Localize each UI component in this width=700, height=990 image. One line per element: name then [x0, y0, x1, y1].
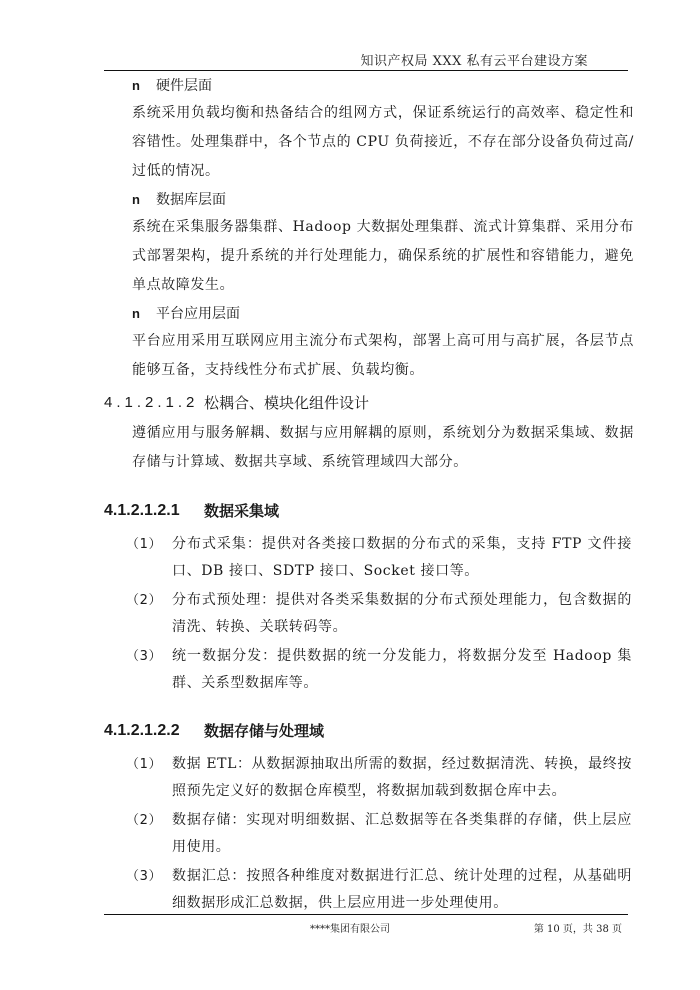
list-item: [126, 807, 634, 861]
bullet-heading-text: 数据库层面: [156, 192, 226, 208]
bullet-marker: n: [132, 306, 140, 321]
section-heading-data-collection: [104, 497, 634, 525]
section-heading-4-1-2-1-2: [104, 389, 634, 417]
list-item: [126, 751, 634, 805]
bullet-marker: n: [132, 192, 140, 207]
footer-company: ****集团有限公司: [310, 924, 390, 935]
list-item-number: （1）: [126, 537, 163, 552]
paragraph-database: 系统在采集服务器集群、Hadoop 大数据处理集群、流式计算集群、采用分布式部署架构，提升系统的并行处理能力，确保系统的扩展性和容错能力，避免单点故障发生。: [132, 219, 634, 293]
list-item-text: 数据存储：实现对明细数据、汇总数据等在各类集群的存储，供上层应用使用。: [172, 812, 632, 855]
paragraph-application: 平台应用采用互联网应用主流分布式架构，部署上高可用与高扩展，各层节点能够互备，支持线性分布式扩展、负载均衡。: [132, 333, 634, 378]
bullet-heading-application: [132, 302, 634, 326]
bullet-heading-hardware: [132, 74, 634, 98]
list-item-text: 分布式预处理：提供对各类采集数据的分布式预处理能力，包含数据的清洗、转换、关联转码等。: [172, 592, 632, 635]
paragraph-hardware: 系统采用负载均衡和热备结合的组网方式，保证系统运行的高效率、稳定性和容错性。处理集群中，各个节点的 CPU 负荷接近，不存在部分设备负荷过高/ 过低的情况。: [132, 105, 634, 179]
section-heading-data-storage: [104, 717, 634, 745]
page-header-title: 知识产权局 XXX 私有云平台建设方案: [360, 54, 588, 69]
section-number: 4.1.2.1.2: [104, 394, 199, 411]
section-number: 4.1.2.1.2.1: [104, 502, 180, 519]
list-item-number: （3）: [126, 649, 163, 664]
paragraph-decoupling: 遵循应用与服务解耦、数据与应用解耦的原则，系统划分为数据采集域、数据存储与计算域、数据共享域、系统管理域四大部分。: [132, 425, 634, 470]
section-title: 松耦合、模块化组件设计: [204, 394, 370, 412]
list-item-number: （2）: [126, 813, 163, 828]
header-divider: [104, 70, 628, 71]
list-item: [126, 531, 634, 585]
bullet-heading-database: [132, 188, 634, 212]
footer-page-number: 第 10 页，共 38 页: [533, 924, 622, 935]
list-item-number: （1）: [126, 757, 163, 772]
list-item-text: 统一数据分发：提供数据的统一分发能力，将数据分发至 Hadoop 集群、关系型数据库等。: [172, 648, 632, 691]
list-item-text: 数据 ETL：从数据源抽取出所需的数据，经过数据清洗、转换，最终按照预先定义好的数据仓库模型，将数据加载到数据仓库中去。: [172, 756, 632, 799]
list-item: [126, 587, 634, 641]
list-item-number: （2）: [126, 593, 163, 608]
list-item-text: 数据汇总：按照各种维度对数据进行汇总、统计处理的过程，从基础明细数据形成汇总数据，供上层应用进一步处理使用。: [172, 868, 632, 911]
list-item-text: 分布式采集：提供对各类接口数据的分布式的采集，支持 FTP 文件接口、DB 接口、SDTP 接口、Socket 接口等。: [172, 536, 632, 579]
page-content: [104, 74, 634, 919]
section-title: 数据采集域: [204, 502, 280, 520]
bullet-heading-text: 平台应用层面: [156, 306, 240, 322]
bullet-heading-text: 硬件层面: [156, 78, 212, 94]
list-item: [126, 863, 634, 917]
list-item: [126, 643, 634, 697]
section-number: 4.1.2.1.2.2: [104, 722, 180, 739]
bullet-marker: n: [132, 78, 140, 93]
section-title: 数据存储与处理域: [204, 722, 325, 740]
list-item-number: （3）: [126, 869, 163, 884]
footer-divider: [104, 914, 628, 915]
